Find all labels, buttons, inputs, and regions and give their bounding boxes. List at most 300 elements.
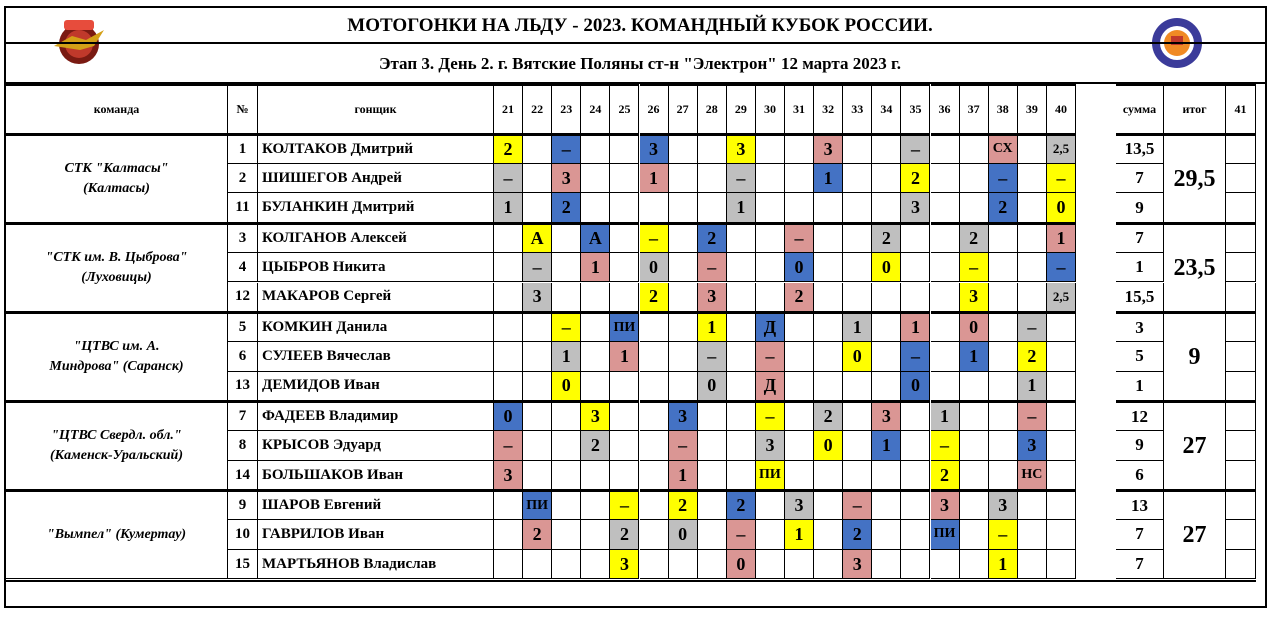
heat-cell-extra [1226,164,1256,194]
heat-cell [960,550,989,580]
heat-cell [523,372,552,402]
header-heat: 35 [901,84,930,134]
heat-cell-extra [1226,312,1256,342]
header-heat: 22 [523,84,552,134]
heat-cell [698,164,727,194]
heat-result: 3 [669,401,698,431]
heat-cell [1018,164,1047,194]
heat-cell [581,520,610,550]
rider-sum: 5 [1116,342,1164,372]
heat-cell [785,164,814,194]
heat-cell [494,253,523,283]
event-subtitle: Этап 3. День 2. г. Вятские Поляны ст-н "Электрон" 12 марта 2023 г. [378,54,902,73]
heat-cell [610,461,639,491]
heat-result: 2 [1018,342,1047,372]
heat-result: – [727,520,756,550]
heat-cell [1018,223,1047,253]
heat-result: 2 [960,223,989,253]
heat-cell [581,164,610,194]
heat-result: – [698,253,727,283]
heat-cell [785,550,814,580]
heat-cell [669,193,698,223]
rider-name: БОЛЬШАКОВ Иван [258,461,494,491]
rider-sum: 12 [1116,401,1164,431]
heat-result: – [756,401,785,431]
heat-result: – [931,431,960,461]
heat-result: 2 [640,283,669,313]
heat-result: СХ [989,134,1018,164]
heat-cell [523,550,552,580]
header-heat: 28 [698,84,727,134]
heat-result: 0 [901,372,930,402]
heat-cell [669,550,698,580]
heat-cell-extra [1226,134,1256,164]
heat-cell [640,520,669,550]
heat-result: 1 [931,401,960,431]
heat-cell [581,490,610,520]
heat-cell [1018,550,1047,580]
heat-cell [698,431,727,461]
heat-cell-extra [1226,253,1256,283]
heat-result: – [989,520,1018,550]
heat-result: 3 [989,490,1018,520]
heat-cell [843,134,872,164]
heat-cell [814,520,843,550]
rider-sum: 15,5 [1116,283,1164,313]
heat-cell [960,164,989,194]
heat-cell [640,550,669,580]
heat-cell [640,490,669,520]
heat-cell [989,401,1018,431]
heat-result: – [523,253,552,283]
page-title: МОТОГОНКИ НА ЛЬДУ - 2023. КОМАНДНЫЙ КУБОК РОССИИ. [347,15,933,36]
heat-result: 3 [756,431,785,461]
heat-result: 3 [901,193,930,223]
heat-result: 1 [669,461,698,491]
heat-cell [931,550,960,580]
table-bottom-border [6,580,1256,582]
rider-name: СУЛЕЕВ Вячеслав [258,342,494,372]
heat-cell [1018,134,1047,164]
heat-cell [843,193,872,223]
heat-result: 0 [640,253,669,283]
heat-result: – [727,164,756,194]
heat-cell [727,253,756,283]
heat-result: 2 [814,401,843,431]
heat-cell [814,193,843,223]
team-total: 27 [1164,490,1226,579]
heat-cell [552,550,581,580]
heat-result: 3 [581,401,610,431]
header-sum: сумма [1116,84,1164,134]
heat-result: 3 [1018,431,1047,461]
heat-result: 2 [931,461,960,491]
heat-cell [581,283,610,313]
heat-cell [756,164,785,194]
heat-cell [814,372,843,402]
team-name: "СТК им. В. Цыброва" (Луховицы) [6,223,228,312]
heat-cell [494,312,523,342]
heat-result: 1 [552,342,581,372]
heat-cell-extra [1226,223,1256,253]
heat-cell [523,431,552,461]
rider-sum: 7 [1116,520,1164,550]
rider-name: МАРТЬЯНОВ Владислав [258,550,494,580]
heat-cell [901,461,930,491]
heat-cell [1047,312,1076,342]
heat-cell [1018,253,1047,283]
heat-result: – [669,431,698,461]
heat-result: 1 [727,193,756,223]
heat-cell [756,223,785,253]
header-heat: 33 [843,84,872,134]
rider-number: 15 [228,550,258,580]
heat-cell [610,283,639,313]
heat-cell [872,550,901,580]
team-total: 23,5 [1164,223,1226,312]
heat-cell [785,372,814,402]
rider-sum: 7 [1116,223,1164,253]
heat-cell [1047,401,1076,431]
team-name: "ЦТВС им. А. Миндрова" (Саранск) [6,312,228,401]
heat-cell [640,461,669,491]
heat-result: А [581,223,610,253]
rider-name: ГАВРИЛОВ Иван [258,520,494,550]
header-rider: гонщик [258,84,494,134]
heat-cell [872,461,901,491]
heat-cell [669,312,698,342]
heat-cell [523,193,552,223]
heat-cell [523,134,552,164]
heat-cell [581,193,610,223]
heat-cell [960,520,989,550]
heat-result: – [1047,164,1076,194]
heat-cell [581,461,610,491]
heat-cell [1047,490,1076,520]
heat-cell [610,372,639,402]
heat-cell [610,193,639,223]
heat-cell [640,401,669,431]
heat-result: – [901,342,930,372]
heat-result: 3 [727,134,756,164]
heat-result: 2,5 [1047,134,1076,164]
heat-cell [1047,461,1076,491]
heat-cell [960,134,989,164]
rider-name: МАКАРОВ Сергей [258,283,494,313]
heat-cell [610,253,639,283]
heat-cell [814,342,843,372]
heat-cell [494,550,523,580]
header-heat: 30 [756,84,785,134]
rider-name: БУЛАНКИН Дмитрий [258,193,494,223]
team-total: 9 [1164,312,1226,401]
heat-result: 0 [698,372,727,402]
heat-cell [989,253,1018,283]
heat-result: – [494,164,523,194]
heat-cell [872,372,901,402]
heat-cell [872,342,901,372]
header-heat: 37 [960,84,989,134]
team-name: СТК "Калтасы" (Калтасы) [6,134,228,223]
heat-result: 2 [669,490,698,520]
heat-cell [785,193,814,223]
heat-cell [785,431,814,461]
heat-cell [1047,431,1076,461]
heat-cell [727,342,756,372]
heat-cell [552,490,581,520]
heat-cell [640,372,669,402]
rider-number: 1 [228,134,258,164]
heat-result: А [523,223,552,253]
rider-number: 13 [228,372,258,402]
heat-result: Д [756,312,785,342]
heat-result: 1 [989,550,1018,580]
header-heat-extra: 41 [1226,84,1256,134]
heat-result: 1 [581,253,610,283]
heat-result: 0 [872,253,901,283]
heat-cell [698,461,727,491]
heat-cell [989,283,1018,313]
heat-result: ПИ [610,312,639,342]
heat-cell [785,312,814,342]
heat-result: 0 [669,520,698,550]
heat-result: – [960,253,989,283]
heat-result: 3 [843,550,872,580]
heat-cell [756,550,785,580]
heat-cell [494,490,523,520]
heat-cell [581,312,610,342]
rider-name: ФАДЕЕВ Владимир [258,401,494,431]
heat-cell-extra [1226,401,1256,431]
heat-cell [640,431,669,461]
heat-result: 2 [552,193,581,223]
rider-sum: 7 [1116,550,1164,580]
rider-sum: 1 [1116,253,1164,283]
heat-result: 3 [931,490,960,520]
heat-cell [552,401,581,431]
heat-cell [698,490,727,520]
heat-cell [727,431,756,461]
heat-cell [901,401,930,431]
heat-cell [494,372,523,402]
rider-sum: 1 [1116,372,1164,402]
heat-result: 3 [640,134,669,164]
heat-cell [989,223,1018,253]
heat-result: ПИ [523,490,552,520]
heat-cell [931,223,960,253]
heat-cell [552,461,581,491]
heat-cell [756,520,785,550]
heat-cell [610,223,639,253]
heat-cell [552,520,581,550]
heat-cell-extra [1226,490,1256,520]
heat-cell [756,283,785,313]
heat-cell [523,312,552,342]
heat-result: 2 [872,223,901,253]
heat-cell [523,461,552,491]
rider-sum: 7 [1116,164,1164,194]
heat-cell [1018,490,1047,520]
heat-result: ПИ [931,520,960,550]
heat-cell [960,490,989,520]
rider-number: 9 [228,490,258,520]
heat-result: 1 [901,312,930,342]
heat-cell [669,283,698,313]
heat-cell [698,401,727,431]
rider-sum: 9 [1116,431,1164,461]
heat-cell [872,283,901,313]
heat-result: 3 [814,134,843,164]
heat-result: 3 [552,164,581,194]
heat-cell [931,312,960,342]
heat-result: 2 [901,164,930,194]
heat-result: 2,5 [1047,283,1076,313]
heat-result: 0 [785,253,814,283]
heat-result: 1 [1047,223,1076,253]
heat-cell [727,223,756,253]
rider-number: 11 [228,193,258,223]
heat-cell [552,253,581,283]
heat-cell [1047,342,1076,372]
heat-cell [610,401,639,431]
heat-cell [960,193,989,223]
rider-sum: 13 [1116,490,1164,520]
heat-result: 0 [960,312,989,342]
heat-cell [872,490,901,520]
heat-cell [581,342,610,372]
heat-cell [756,253,785,283]
heat-cell [872,312,901,342]
heat-cell-extra [1226,342,1256,372]
heat-result: – [901,134,930,164]
heat-result: 3 [698,283,727,313]
heat-result: НС [1018,461,1047,491]
heat-cell [1018,283,1047,313]
heat-cell [727,312,756,342]
rider-name: КОМКИН Данила [258,312,494,342]
heat-cell [1018,193,1047,223]
heat-cell [931,283,960,313]
heat-cell [756,490,785,520]
heat-result: 1 [960,342,989,372]
rider-number: 6 [228,342,258,372]
team-name: "Вымпел" (Кумертау) [6,490,228,579]
heat-result: 3 [523,283,552,313]
header-heat: 26 [640,84,669,134]
heat-cell [669,134,698,164]
heat-cell [814,312,843,342]
heat-result: – [552,312,581,342]
heat-result: – [989,164,1018,194]
rider-sum: 6 [1116,461,1164,491]
rider-name: КОЛГАНОВ Алексей [258,223,494,253]
rider-sum: 13,5 [1116,134,1164,164]
heat-cell [814,253,843,283]
heat-result: – [843,490,872,520]
heat-cell [814,283,843,313]
header-heat: 31 [785,84,814,134]
heat-cell [989,461,1018,491]
heat-result: – [698,342,727,372]
heat-cell [960,431,989,461]
heat-result: 1 [843,312,872,342]
heat-result: 0 [814,431,843,461]
heat-cell [494,342,523,372]
heat-result: – [1018,401,1047,431]
heat-cell [901,550,930,580]
heat-cell [552,283,581,313]
rider-name: ЦЫБРОВ Никита [258,253,494,283]
heat-cell [872,520,901,550]
heat-cell [843,253,872,283]
heat-cell [1047,520,1076,550]
team-name: "ЦТВС Свердл. обл." (Каменск-Уральский) [6,401,228,490]
heat-result: 1 [494,193,523,223]
heat-result: 2 [698,223,727,253]
heat-result: 0 [727,550,756,580]
heat-cell [610,164,639,194]
heat-result: 2 [989,193,1018,223]
header-heat: 34 [872,84,901,134]
heat-cell-extra [1226,461,1256,491]
heat-cell [901,253,930,283]
heat-cell [960,401,989,431]
heat-cell [727,401,756,431]
header-heat: 38 [989,84,1018,134]
rider-number: 8 [228,431,258,461]
heat-result: 2 [523,520,552,550]
heat-result: 1 [785,520,814,550]
heat-cell [727,372,756,402]
rider-number: 7 [228,401,258,431]
heat-result: 2 [785,283,814,313]
rider-sum: 3 [1116,312,1164,342]
heat-cell [552,223,581,253]
header-heat: 36 [931,84,960,134]
heat-cell [581,372,610,402]
heat-cell [843,431,872,461]
heat-cell [669,164,698,194]
heat-result: ПИ [756,461,785,491]
heat-result: 0 [494,401,523,431]
heat-cell [814,550,843,580]
header-heat: 40 [1047,84,1076,134]
heat-result: – [494,431,523,461]
heat-result: 1 [610,342,639,372]
heat-result: 0 [843,342,872,372]
heat-cell [640,193,669,223]
heat-result: Д [756,372,785,402]
heat-cell [610,134,639,164]
heat-cell [698,520,727,550]
heat-result: 2 [610,520,639,550]
heat-result: – [610,490,639,520]
heat-result: 2 [843,520,872,550]
heat-cell [960,372,989,402]
heat-cell [523,401,552,431]
heat-cell [698,134,727,164]
heat-cell [581,134,610,164]
heat-cell [814,490,843,520]
heat-cell [1047,372,1076,402]
heat-cell [1047,550,1076,580]
header-heat: 29 [727,84,756,134]
heat-cell [640,312,669,342]
rider-sum: 9 [1116,193,1164,223]
heat-cell [843,461,872,491]
heat-cell [785,461,814,491]
heat-cell [901,490,930,520]
